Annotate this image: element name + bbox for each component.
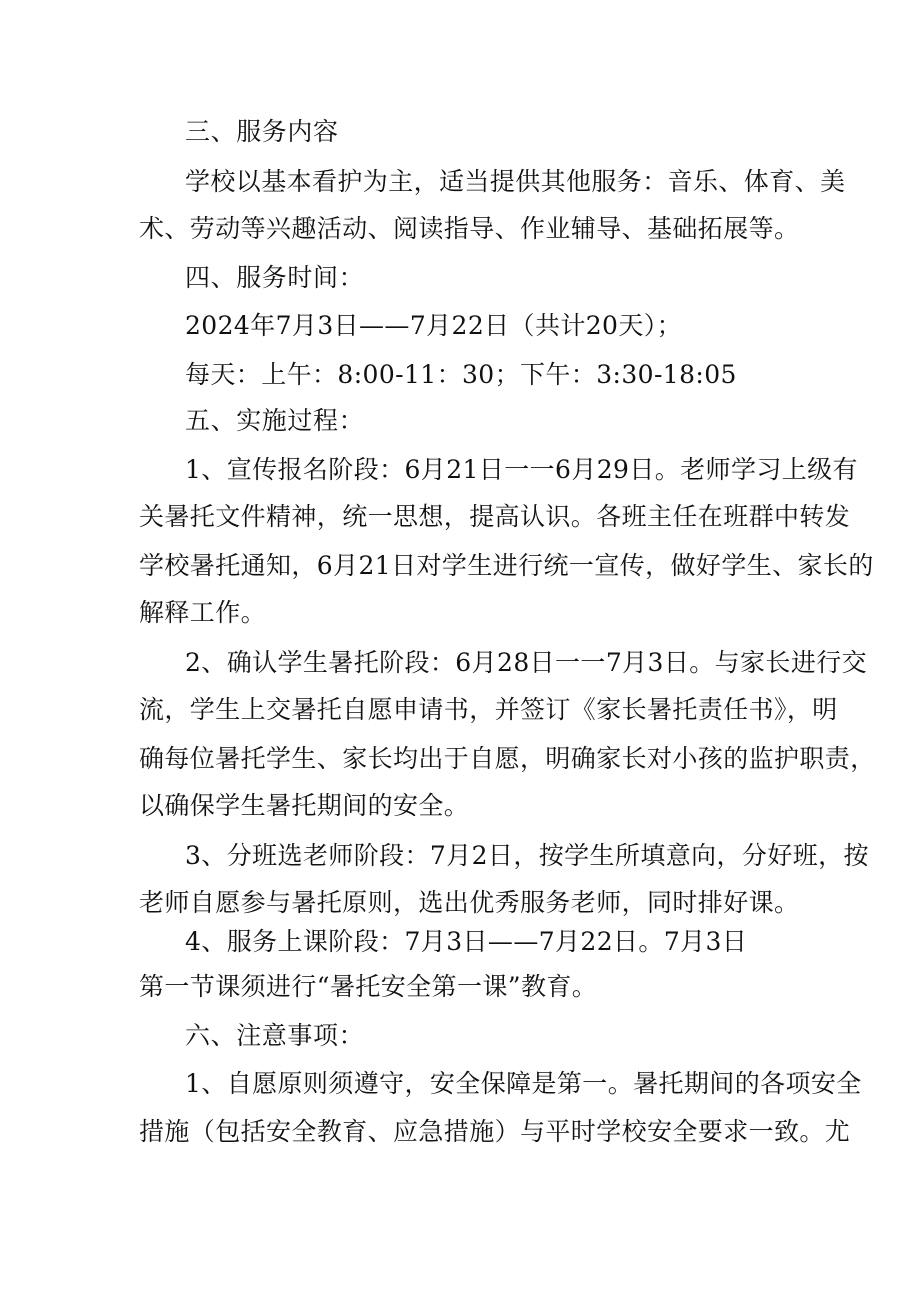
paragraph-line: 1、宣传报名阶段：6月21日一一6月29日。老师学习上级有: [185, 455, 858, 484]
paragraph-line: 学校暑托通知，6月21日对学生进行统一宣传，做好学生、家长的: [139, 551, 874, 580]
section-heading-service-content: 三、服务内容: [185, 117, 339, 146]
paragraph-line: 以确保学生暑托期间的安全。: [139, 791, 470, 820]
paragraph-line: 3、分班选老师阶段：7月2日，按学生所填意向，分好班，按: [185, 841, 869, 870]
service-date-range: 2024年7月3日——7月22日（共计20天）；: [185, 311, 683, 340]
paragraph-line: 流，学生上交暑托自愿申请书，并签订《家长暑托责任书》，明: [139, 695, 838, 724]
section-heading-implementation: 五、实施过程：: [185, 406, 365, 435]
service-daily-hours: 每天：上午：8:00-11：30；下午：3:30-18:05: [185, 360, 737, 389]
paragraph-line: 第一节课须进行“暑托安全第一课”教育。: [139, 972, 598, 1001]
paragraph-line: 2、确认学生暑托阶段：6月28日一一7月3日。与家长进行交: [185, 648, 868, 677]
paragraph-line: 学校以基本看护为主，适当提供其他服务：音乐、体育、美: [185, 167, 846, 196]
paragraph-line: 措施（包括安全教育、应急措施）与平时学校安全要求一致。尤: [139, 1117, 851, 1146]
paragraph-line: 老师自愿参与暑托原则，选出优秀服务老师，同时排好课。: [139, 888, 800, 917]
paragraph-line: 确每位暑托学生、家长均出于自愿，明确家长对小孩的监护职责，: [139, 744, 876, 773]
paragraph-line: 解释工作。: [139, 598, 267, 627]
section-heading-notes: 六、注意事项：: [185, 1021, 365, 1050]
paragraph-line: 关暑托文件精神，统一思想，提高认识。各班主任在班群中转发: [139, 502, 851, 531]
paragraph-line: 1、自愿原则须遵守，安全保障是第一。暑托期间的各项安全: [185, 1069, 862, 1098]
section-heading-service-time: 四、服务时间：: [185, 263, 365, 292]
paragraph-line: 术、劳动等兴趣活动、阅读指导、作业辅导、基础拓展等。: [139, 214, 800, 243]
paragraph-line: 4、服务上课阶段：7月3日——7月22日。7月3日: [185, 927, 748, 956]
